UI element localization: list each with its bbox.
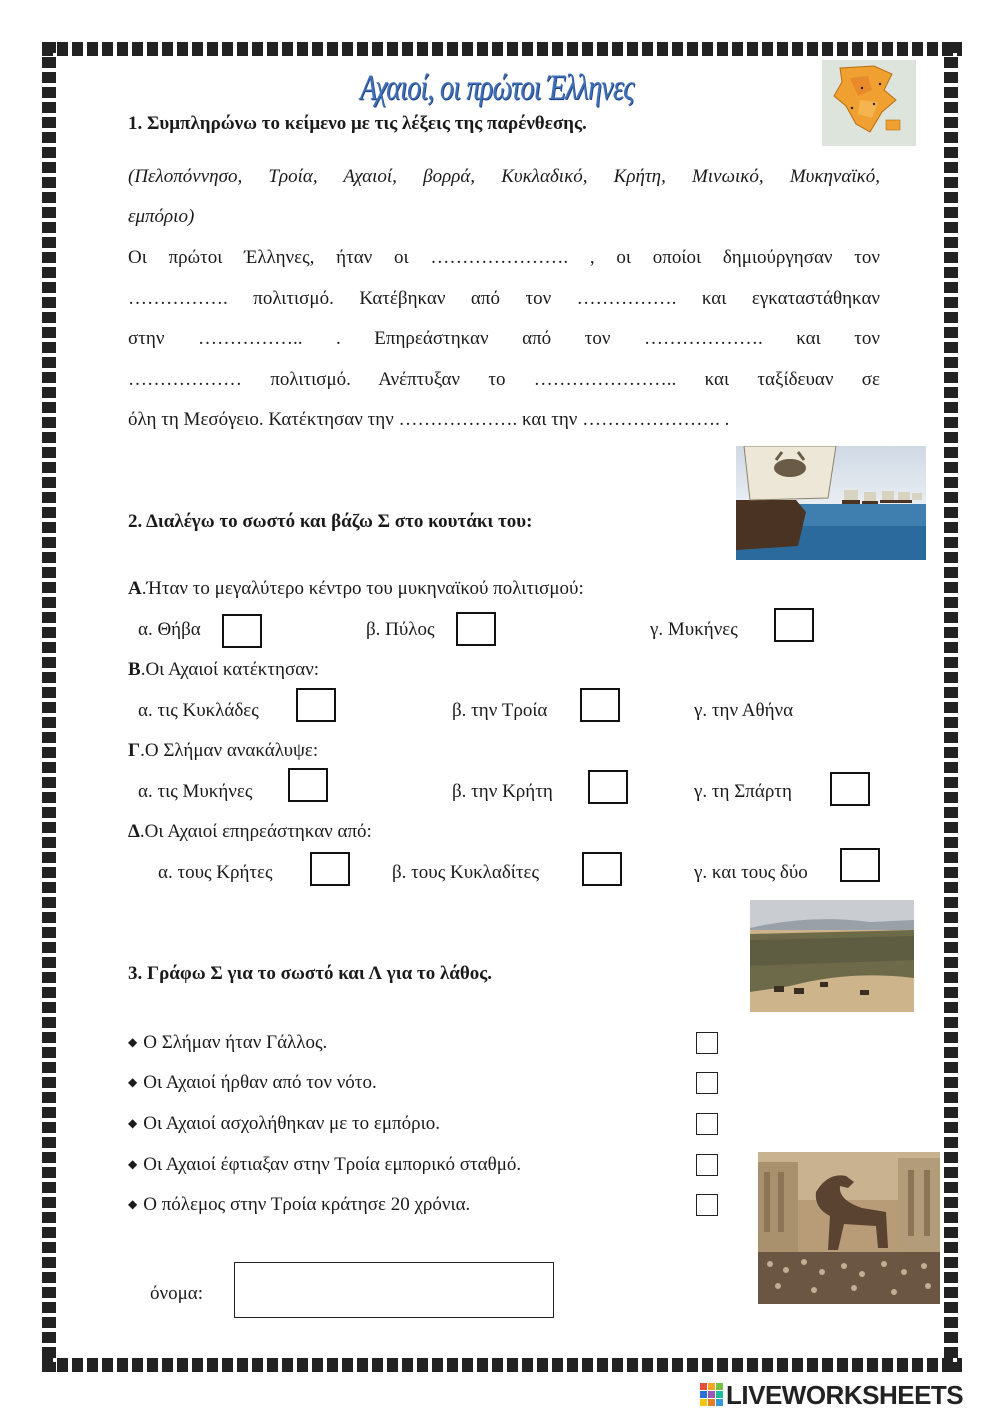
question-letter: Γ [128, 740, 141, 761]
section1-heading: 1. Συμπληρώνω το κείμενο με τις λέξεις της παρένθεσης. [128, 113, 587, 134]
statement-text: Οι Αχαιοί ήρθαν από τον νότο. [143, 1072, 377, 1093]
name-input-box[interactable] [234, 1262, 554, 1318]
answer-checkbox[interactable] [296, 688, 336, 722]
option-label: β. Πύλος [366, 619, 435, 640]
question-text: .Οι Αχαιοί κατέκτησαν: [140, 659, 320, 680]
true-false-statement [128, 1072, 377, 1094]
question-letter: Δ [128, 821, 140, 842]
fill-in-line[interactable]: στην …………….. . Επηρεάστηκαν από τον ………………. και τον [128, 328, 880, 349]
option-label: β. την Τροία [452, 700, 548, 721]
true-false-box[interactable] [696, 1072, 718, 1094]
answer-checkbox[interactable] [222, 614, 262, 648]
page-border-bottom [42, 1358, 962, 1372]
page-border-right [944, 42, 958, 1372]
fill-in-paragraph [128, 238, 880, 441]
statement-text: Ο πόλεμος στην Τροία κράτησε 20 χρόνια. [143, 1194, 471, 1215]
true-false-box[interactable] [696, 1032, 718, 1054]
diamond-bullet-icon: ◆ [128, 1075, 138, 1089]
true-false-statement [128, 1194, 470, 1216]
map-image [822, 60, 916, 146]
question-text: .Ήταν το μεγαλύτερο κέντρο του μυκηναϊκού πολιτισμού: [141, 578, 584, 599]
diamond-bullet-icon: ◆ [128, 1157, 138, 1171]
question-a [128, 578, 584, 600]
answer-checkbox[interactable] [456, 612, 496, 646]
answer-checkbox[interactable] [588, 770, 628, 804]
option-label: γ. Μυκήνες [650, 619, 738, 640]
answer-checkbox[interactable] [580, 688, 620, 722]
question-letter: Β [128, 659, 141, 680]
battle-image [750, 900, 914, 1012]
worksheet-title: Αχαιοί, οι πρώτοι Έλληνες [360, 67, 634, 107]
option-label: α. τους Κρήτες [158, 862, 273, 883]
diamond-bullet-icon: ◆ [128, 1035, 138, 1049]
statement-text: Ο Σλήμαν ήταν Γάλλος. [143, 1032, 328, 1053]
section2-heading: 2. Διαλέγω το σωστό και βάζω Σ στο κουτάκι του: [128, 511, 533, 532]
option-label: γ. την Αθήνα [694, 700, 794, 721]
answer-checkbox[interactable] [582, 852, 622, 886]
statement-text: Οι Αχαιοί έφτιαξαν στην Τροία εμπορικό σταθμό. [143, 1154, 522, 1175]
liveworksheets-logo-icon [700, 1383, 724, 1407]
fill-in-line[interactable]: Οι πρώτοι Έλληνες, ήταν οι …………………. , οι οποίοι δημιούργησαν τον [128, 247, 880, 268]
option-label: γ. τη Σπάρτη [694, 781, 792, 802]
ship-image [736, 446, 926, 560]
option-label: β. τους Κυκλαδίτες [392, 862, 540, 883]
option-label: α. Θήβα [138, 619, 201, 640]
answer-checkbox[interactable] [774, 608, 814, 642]
liveworksheets-logo-text: LIVEWORKSHEETS [726, 1380, 964, 1410]
option-label: α. τις Μυκήνες [138, 781, 253, 802]
name-label: όνομα: [150, 1283, 204, 1304]
question-b [128, 659, 319, 681]
fill-in-line[interactable]: ……………. πολιτισμό. Κατέβηκαν από τον ……………. και εγκαταστάθηκαν [128, 287, 880, 309]
fill-in-line[interactable]: ……………… πολιτισμό. Ανέπτυξαν το ………………….. και ταξίδευαν σε [128, 368, 880, 390]
question-c [128, 740, 318, 762]
page-border-top [42, 42, 962, 56]
true-false-box[interactable] [696, 1154, 718, 1176]
diamond-bullet-icon: ◆ [128, 1116, 138, 1130]
option-label: β. την Κρήτη [452, 781, 553, 802]
statement-text: Οι Αχαιοί ασχολήθηκαν με το εμπόριο. [143, 1113, 440, 1134]
word-bank-line2: εμπόριο) [128, 206, 195, 227]
option-label: α. τις Κυκλάδες [138, 700, 259, 721]
question-d [128, 821, 372, 843]
option-label: γ. και τους δύο [694, 862, 808, 883]
true-false-statement [128, 1154, 521, 1176]
diamond-bullet-icon: ◆ [128, 1197, 138, 1211]
fill-in-line[interactable]: όλη τη Μεσόγειο. Κατέκτησαν την ………………. και την …………………. . [128, 409, 730, 430]
answer-checkbox[interactable] [310, 852, 350, 886]
answer-checkbox[interactable] [830, 772, 870, 806]
true-false-statement [128, 1113, 440, 1135]
liveworksheets-logo [700, 1380, 963, 1408]
answer-checkbox[interactable] [840, 848, 880, 882]
trojan-horse-image [758, 1152, 940, 1304]
true-false-box[interactable] [696, 1194, 718, 1216]
true-false-statement [128, 1032, 327, 1054]
question-letter: Α [128, 578, 142, 599]
true-false-box[interactable] [696, 1113, 718, 1135]
question-text: .Οι Αχαιοί επηρεάστηκαν από: [139, 821, 372, 842]
section3-heading: 3. Γράφω Σ για το σωστό και Λ για το λάθος. [128, 963, 493, 984]
question-text: .Ο Σλήμαν ανακάλυψε: [140, 740, 319, 761]
answer-checkbox[interactable] [288, 768, 328, 802]
word-bank-line1: (Πελοπόννησο, Τροία, Αχαιοί, βορρά, Κυκλαδικό, Κρήτη, Μινωικό, Μυκηναϊκό, [128, 166, 880, 187]
page-border-left [42, 42, 56, 1372]
